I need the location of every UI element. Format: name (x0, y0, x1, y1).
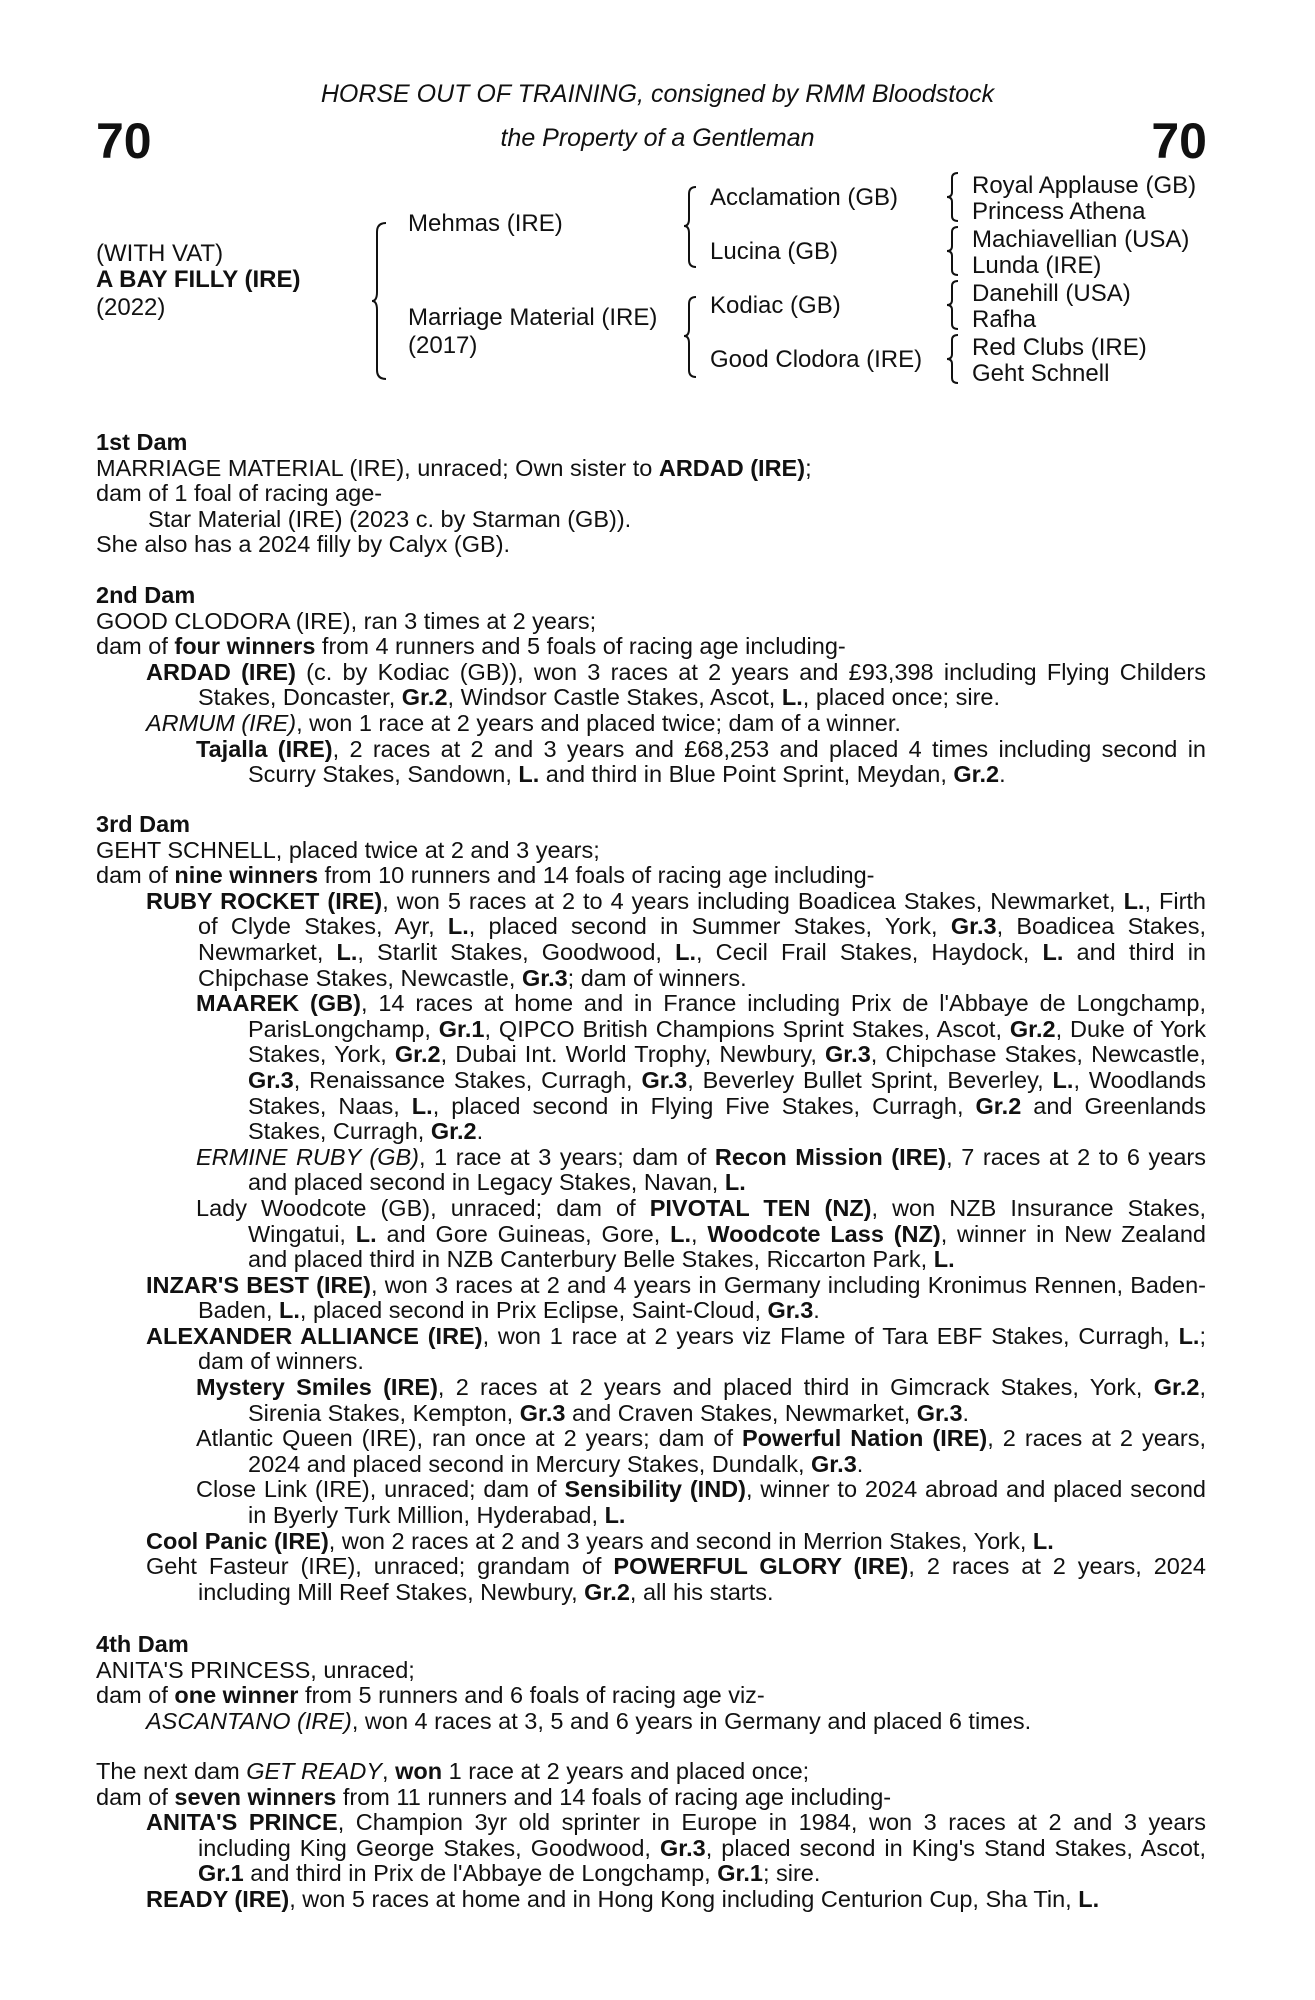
text: from 5 runners and 6 foals of racing age viz- (298, 1682, 765, 1709)
sire-name: Mehmas (IRE) (408, 210, 563, 237)
text: and third in Blue Point Sprint, Meydan, (539, 761, 954, 788)
text: dam of (96, 1682, 175, 1709)
text: , won NZB Insurance Stakes, Wingatui, (248, 1194, 1206, 1247)
text: (c. by Kodiac (GB)), won 3 races at 2 years and £93,398 including Flying Childers Stakes, Doncaster, (198, 658, 1206, 711)
text: , won 1 race at 2 years and placed twice; dam of a winner. (296, 709, 901, 736)
produce-entry (96, 1554, 1206, 1605)
dam-entry: ANITA'S PRINCESS, unraced; (96, 1656, 415, 1683)
grade: L. (781, 684, 803, 711)
dam-entry: GOOD CLODORA (IRE), ran 3 times at 2 years; (96, 607, 597, 634)
text: , won 3 races at 2 and 4 years in Germany including Kronimus Rennen, Baden-Baden, (198, 1271, 1206, 1324)
horse-name: READY (IRE) (146, 1885, 290, 1912)
text: , Cecil Frail Stakes, Haydock, (696, 938, 1043, 965)
grade: Gr.2 (953, 761, 1000, 788)
grade: Gr.3 (825, 1041, 871, 1068)
text: , won 1 race at 2 years viz Flame of Tara EBF Stakes, Curragh, (482, 1322, 1179, 1349)
vat-note: (WITH VAT) (96, 240, 224, 267)
horse-name: GET READY (246, 1758, 383, 1784)
second-dam-section (96, 583, 1206, 788)
produce-entry (96, 1375, 1206, 1426)
pedigree-gen3: Princess Athena (972, 198, 1146, 225)
catalogue-heading: HORSE OUT OF TRAINING, consigned by RMM Bloodstock (320, 80, 995, 108)
text: , Woodlands Stakes, Naas, (248, 1066, 1206, 1119)
horse-name: Mystery Smiles (IRE) (196, 1374, 438, 1401)
pedigree-brace (946, 280, 960, 330)
text: dam of (96, 862, 175, 889)
grade: Gr.2 (394, 1041, 441, 1068)
text: , Starlit Stakes, Goodwood, (357, 938, 676, 965)
produce-entry (96, 991, 1206, 1145)
text: , Dubai Int. World Trophy, Newbury, (440, 1041, 826, 1068)
grade: Gr.2 (430, 1118, 477, 1145)
pedigree-brace (946, 334, 960, 384)
dam-produce-line (96, 863, 1206, 889)
grade: L. (604, 1502, 626, 1529)
text: and third in Chipchase Stakes, Newcastle, (198, 938, 1206, 991)
grade: Gr.2 (401, 684, 448, 711)
text: ; sire. (762, 1860, 821, 1887)
text: , won 4 races at 3, 5 and 6 years in Germany and placed 6 times. (351, 1707, 1032, 1734)
horse-name: ANITA'S PRINCE (146, 1809, 338, 1836)
text: and Gore Guineas, Gore, (376, 1220, 671, 1247)
lot-number-left: 70 (96, 113, 152, 169)
horse-link: ARDAD (IRE) (658, 454, 806, 481)
text: from 10 runners and 14 foals of racing age including- (318, 862, 875, 889)
third-dam-section (96, 812, 1206, 1605)
pedigree-gen3: Red Clubs (IRE) (972, 334, 1147, 361)
text: ; dam of winners. (198, 1322, 1206, 1375)
text: and Greenlands Stakes, Curragh, (248, 1092, 1206, 1145)
text: , 2 races at 2 years and placed third in Gimcrack Stakes, York, (437, 1374, 1154, 1401)
first-dam-section (96, 430, 1206, 558)
pedigree-gen2: Good Clodora (IRE) (710, 346, 923, 373)
text: ; (805, 454, 812, 481)
produce-entry (96, 1145, 1206, 1196)
text: , placed second in King's Stand Stakes, Ascot, (705, 1834, 1206, 1861)
text: , Duke of York Stakes, York, (248, 1015, 1206, 1068)
horse-name: PIVOTAL TEN (NZ) (649, 1194, 872, 1221)
text: , Boadicea Stakes, Newmarket, (198, 913, 1207, 965)
winners-count: nine winners (174, 862, 319, 889)
grade: Gr.3 (950, 913, 997, 940)
pedigree-brace (946, 172, 960, 222)
text: , 14 races at home and in France including Prix de l'Abbaye de Longchamp, ParisLongchamp, (248, 990, 1206, 1042)
text: , Chipchase Stakes, Newcastle, (870, 1041, 1206, 1068)
text: , 2 races at 2 and 3 years and £68,253 and placed 4 times including second in Scurry Stakes, Sandown, (248, 735, 1206, 788)
horse-name: Cool Panic (IRE) (146, 1527, 329, 1554)
text: , Renaissance Stakes, Curragh, (293, 1066, 642, 1093)
grade: L. (675, 938, 696, 965)
winners-count: four winners (174, 633, 316, 660)
horse-name: POWERFUL GLORY (IRE) (613, 1553, 909, 1580)
pedigree-gen2: Acclamation (GB) (710, 184, 899, 211)
grade: L. (933, 1246, 955, 1273)
text: MARRIAGE MATERIAL (IRE), unraced; Own sister to (96, 454, 659, 481)
text: , winner to 2024 abroad and placed second in Byerly Turk Million, Hyderabad, (248, 1476, 1206, 1529)
pedigree-brace (684, 296, 698, 378)
text: , 1 race at 3 years; dam of (419, 1143, 715, 1170)
foaling-year: (2022) (96, 294, 166, 321)
pedigree-gen3: Danehill (USA) (972, 280, 1131, 307)
grade: L. (411, 1092, 433, 1119)
grade: L. (1032, 1527, 1054, 1554)
text: , 2 races at 2 years, 2024 including Mill Reef Stakes, Newbury, (198, 1553, 1206, 1605)
produce-entry (96, 1709, 1206, 1735)
text: from 11 runners and 14 foals of racing age including- (336, 1783, 892, 1810)
text: dam of (96, 633, 175, 660)
pedigree-gen2: Lucina (GB) (710, 238, 839, 265)
text: and third in Prix de l'Abbaye de Longchamp, (243, 1860, 718, 1887)
horse-name: INZAR'S BEST (IRE) (146, 1271, 371, 1298)
produce-entry (96, 1324, 1206, 1375)
text: , Firth of Clyde Stakes, Ayr, (198, 887, 1206, 940)
section-title: 2nd Dam (96, 582, 196, 608)
text: Atlantic Queen (IRE), ran once at 2 years; dam of (196, 1425, 742, 1452)
grade: Gr.3 (660, 1834, 706, 1861)
grade: L. (670, 1220, 691, 1247)
horse-name: ERMINE RUBY (GB) (196, 1143, 420, 1170)
horse-name: ALEXANDER ALLIANCE (IRE) (146, 1322, 483, 1349)
grade: L. (518, 761, 540, 788)
fourth-dam-section (96, 1632, 1206, 1734)
horse-name: ASCANTANO (IRE) (146, 1707, 352, 1734)
produce-entry (96, 1196, 1206, 1273)
pedigree-brace (946, 226, 960, 276)
section-title: 4th Dam (96, 1631, 189, 1657)
dam-produce-line (96, 1785, 1206, 1811)
pedigree-gen3: Royal Applause (GB) (972, 172, 1197, 199)
pedigree-gen3: Lunda (IRE) (972, 252, 1102, 279)
grade: L. (724, 1169, 746, 1196)
produce-entry (96, 711, 1206, 737)
text: and Craven Stakes, Newmarket, (565, 1399, 917, 1426)
dam-entry: GEHT SCHNELL, placed twice at 2 and 3 years; (96, 836, 600, 863)
text: . (856, 1450, 864, 1477)
lot-number-right: 70 (1151, 113, 1207, 169)
grade: Gr.3 (916, 1399, 963, 1426)
winners-count: seven winners (174, 1783, 337, 1810)
grade: L. (355, 1220, 377, 1247)
horse-name: A BAY FILLY (IRE) (96, 266, 301, 293)
text: , winner in New Zealand and placed third in NZB Canterbury Belle Stakes, Riccarton Park, (248, 1220, 1206, 1273)
grade: L. (1178, 1322, 1200, 1349)
grade: L. (279, 1297, 300, 1324)
grade: Gr.1 (438, 1015, 485, 1042)
text: . (813, 1297, 820, 1324)
text: , QIPCO British Champions Sprint Stakes, Ascot, (484, 1015, 1010, 1042)
grade: Gr.1 (717, 1860, 763, 1887)
next-dam-section (96, 1759, 1206, 1913)
grade: L. (1078, 1885, 1100, 1912)
dam-produce-line: dam of 1 foal of racing age- (96, 480, 383, 507)
produce-entry: Star Material (IRE) (2023 c. by Starman (GB)). (148, 505, 632, 532)
winners-count: one winner (174, 1682, 299, 1709)
text: , placed once; sire. (802, 684, 1001, 711)
text: , Champion 3yr old sprinter in Europe in 1984, won 3 races at 2 and 3 years including King George Stakes, Goodwood, (198, 1809, 1207, 1861)
produce-entry (96, 1273, 1206, 1324)
produce-entry (96, 1529, 1206, 1555)
text: , Sirenia Stakes, Kempton, (248, 1374, 1206, 1426)
text: from 4 runners and 5 foals of racing age including- (315, 633, 846, 660)
pedigree-gen2: Kodiac (GB) (710, 292, 841, 319)
grade: L. (1042, 938, 1064, 965)
text: 1 race at 2 years and placed once; (442, 1758, 810, 1784)
grade: Gr.3 (811, 1450, 857, 1477)
dam-produce-line (96, 1683, 1206, 1709)
text: . (999, 761, 1006, 788)
text: dam of (96, 1783, 175, 1810)
pedigree-brace (684, 186, 698, 268)
grade: Gr.2 (975, 1092, 1022, 1119)
produce-entry (96, 1887, 1206, 1913)
horse-name: ARDAD (IRE) (146, 658, 296, 685)
grade: Gr.3 (767, 1297, 814, 1324)
pedigree-gen3: Rafha (972, 306, 1037, 333)
text: Lady Woodcote (GB), unraced; dam of (196, 1194, 650, 1221)
pedigree-gen3: Machiavellian (USA) (972, 226, 1190, 253)
text: won (395, 1758, 443, 1784)
text: . (476, 1118, 484, 1145)
horse-name: Woodcote Lass (NZ) (707, 1220, 941, 1247)
grade: L. (447, 913, 469, 940)
text: , Windsor Castle Stakes, Ascot, (447, 684, 782, 711)
produce-entry (96, 660, 1206, 711)
grade: Gr.3 (641, 1066, 688, 1093)
text: The next dam (96, 1758, 247, 1784)
dam-year: (2017) (408, 332, 478, 359)
text: , placed second in Prix Eclipse, Saint-Cloud, (299, 1297, 768, 1324)
section-title: 3rd Dam (96, 811, 191, 837)
horse-name: Recon Mission (IRE) (714, 1143, 947, 1170)
grade: Gr.2 (584, 1578, 630, 1605)
text: , won 5 races at 2 to 4 years including Boadicea Stakes, Newmarket, (382, 887, 1124, 914)
dam-produce-line (96, 634, 1206, 660)
grade: Gr.2 (1153, 1374, 1200, 1401)
grade: L. (336, 938, 358, 965)
vendor-line: the Property of a Gentleman (500, 124, 815, 152)
grade: Gr.3 (519, 1399, 566, 1426)
grade: L. (1123, 887, 1145, 914)
text: , placed second in Summer Stakes, York, (468, 913, 951, 940)
text: , Beverley Bullet Sprint, Beverley, (687, 1066, 1053, 1093)
produce-entry (96, 737, 1206, 788)
text: Close Link (IRE), unraced; dam of (196, 1476, 565, 1503)
horse-name: MAAREK (GB) (196, 990, 361, 1017)
text: , all his starts. (629, 1578, 774, 1605)
text: ; dam of winners. (567, 964, 747, 991)
pedigree-gen3: Geht Schnell (972, 360, 1110, 387)
text: , 7 races at 2 to 6 years and placed second in Legacy Stakes, Navan, (248, 1143, 1206, 1196)
dam-name: Marriage Material (IRE) (408, 304, 658, 331)
dam-note: She also has a 2024 filly by Calyx (GB). (96, 531, 511, 558)
text: , won 2 races at 2 and 3 years and second in Merrion Stakes, York, (328, 1527, 1033, 1554)
dam-entry (96, 456, 1206, 482)
text: , won 5 races at home and in Hong Kong including Centurion Cup, Sha Tin, (289, 1885, 1079, 1912)
produce-entry (96, 1477, 1206, 1528)
text: , placed second in Flying Five Stakes, Curragh, (432, 1092, 976, 1119)
produce-entry (96, 889, 1206, 991)
section-title: 1st Dam (96, 429, 188, 455)
produce-entry (96, 1426, 1206, 1477)
grade: Gr.2 (1009, 1015, 1056, 1042)
produce-entry (96, 1810, 1206, 1887)
horse-name: Tajalla (IRE) (196, 735, 333, 762)
text: . (962, 1399, 970, 1426)
pedigree-brace (372, 222, 390, 380)
horse-name: RUBY ROCKET (IRE) (146, 887, 383, 914)
grade: L. (1052, 1066, 1074, 1093)
text: , 2 races at 2 years, 2024 and placed second in Mercury Stakes, Dundalk, (248, 1425, 1206, 1477)
grade: Gr.3 (248, 1066, 294, 1093)
text: Geht Fasteur (IRE), unraced; grandam of (146, 1553, 614, 1580)
horse-name: Sensibility (IND) (564, 1476, 746, 1503)
grade: Gr.1 (198, 1860, 244, 1887)
dam-entry (96, 1759, 1206, 1785)
text: , (691, 1220, 708, 1247)
horse-name: ARMUM (IRE) (146, 709, 297, 736)
horse-name: Powerful Nation (IRE) (742, 1425, 988, 1452)
text: , (382, 1758, 396, 1784)
grade: Gr.3 (521, 964, 568, 991)
